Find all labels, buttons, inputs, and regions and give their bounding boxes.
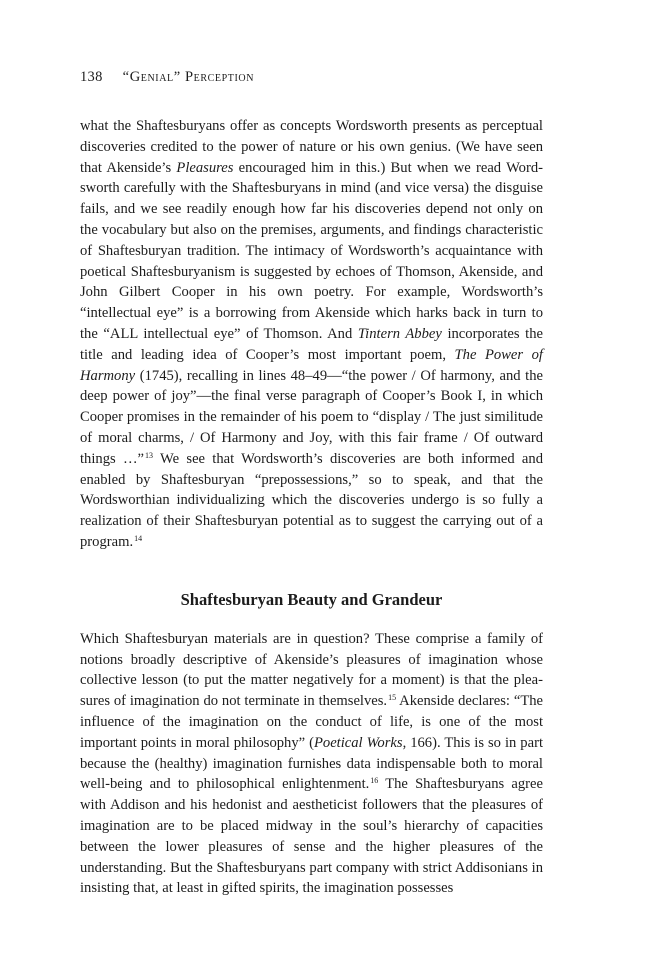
italic-title: Poetical Works: [313, 734, 403, 751]
italic-title: Tintern Abbey: [357, 325, 442, 342]
footnote-ref: 15: [388, 693, 397, 703]
running-head: [80, 66, 543, 88]
text-run: The Shaftesburyans agree with Addison and his hedonist and aestheticist followers that the pleasures of imagination are to be placed midway in the soul’s hierarchy of capacities between the lower pleasures of sense and the higher pleasures of the understanding. But the Shaftesburyans part company with strict Addisonians in insisting that, at least in gifted spirits, the imagination possesses: [80, 776, 543, 897]
text-run: (1745), recalling in lines 48–49—“the power / Of harmony, and the deep power of joy”—the final verse paragraph of Cooper’s Book I, in which Cooper promises in the remainder of his poem to “display / The just similitude of moral charms, / Of Harmony and Joy, with this fair frame / Of outward things …”: [80, 367, 543, 467]
footnote-ref: 14: [134, 533, 143, 543]
text-run: encouraged him in this.) But when we read Wordsworth carefully with the Shaftesburyans in mind (and vice versa) the disguise fails, and we see readily enough how far his discoveries depend not only on the vocabulary but also on the premises, arguments, and findings characteristic of Shaftesburyan tradition. The intimacy of Wordsworth’s acquaintance with poetical Shaftesburyanism is suggested by echoes of Thomson, Akenside, and John Gilbert Cooper in his own poetry. For example, Wordsworth’s “intellectual eye” is a borrowing from Akenside which harks back in turn to the “ALL intellectual eye” of Thomson. And: [80, 159, 544, 342]
page-number: 138: [80, 69, 103, 85]
running-title: “Genial” Perception: [122, 69, 255, 85]
text-run: Akenside declares: “The influence of the imagination on the conduct of life, is one of the most important points in moral philosophy” (: [80, 693, 544, 751]
italic-title: Pleasures: [176, 159, 234, 176]
text-run: what the Shaftesburyans offer as concepts Wordsworth presents as perceptual discoveries credited to the power of nature or his own genius. (We have seen that Akenside’s: [80, 118, 543, 176]
body-text: [80, 116, 543, 899]
text-run: incorporates the title and leading idea of Cooper’s most important poem,: [80, 325, 543, 363]
section-heading: Shaftesburyan Beauty and Grandeur: [180, 589, 443, 609]
footnote-ref: 16: [370, 776, 379, 786]
paragraph-1: [80, 116, 543, 553]
text-run: , 166). This is so in part because the (healthy) imagination furnishes data indispensable both to moral well-being and to philosophical enlightenment.: [80, 734, 543, 793]
paragraph-2: [80, 629, 543, 899]
book-page: [80, 66, 543, 899]
footnote-ref: 13: [145, 450, 154, 460]
italic-title: The Power of Harmony: [80, 346, 543, 384]
text-run: We see that Wordsworth’s discoveries are both informed and enabled by Shaftesburyan “prepossessions,” so to speak, and that the Wordsworthian individualizing which the discoveries undergo is so fully a realization of their Shaftesburyan potential as to suggest the carrying out of a program.: [80, 450, 544, 550]
text-run: Which Shaftesburyan materials are in question? These comprise a family of notions broadly descriptive of Akenside’s pleasures of imagination whose collective lesson (to put the matter negatively for a moment) is that the pleasures of imagination do not terminate in themselves.: [80, 630, 543, 710]
